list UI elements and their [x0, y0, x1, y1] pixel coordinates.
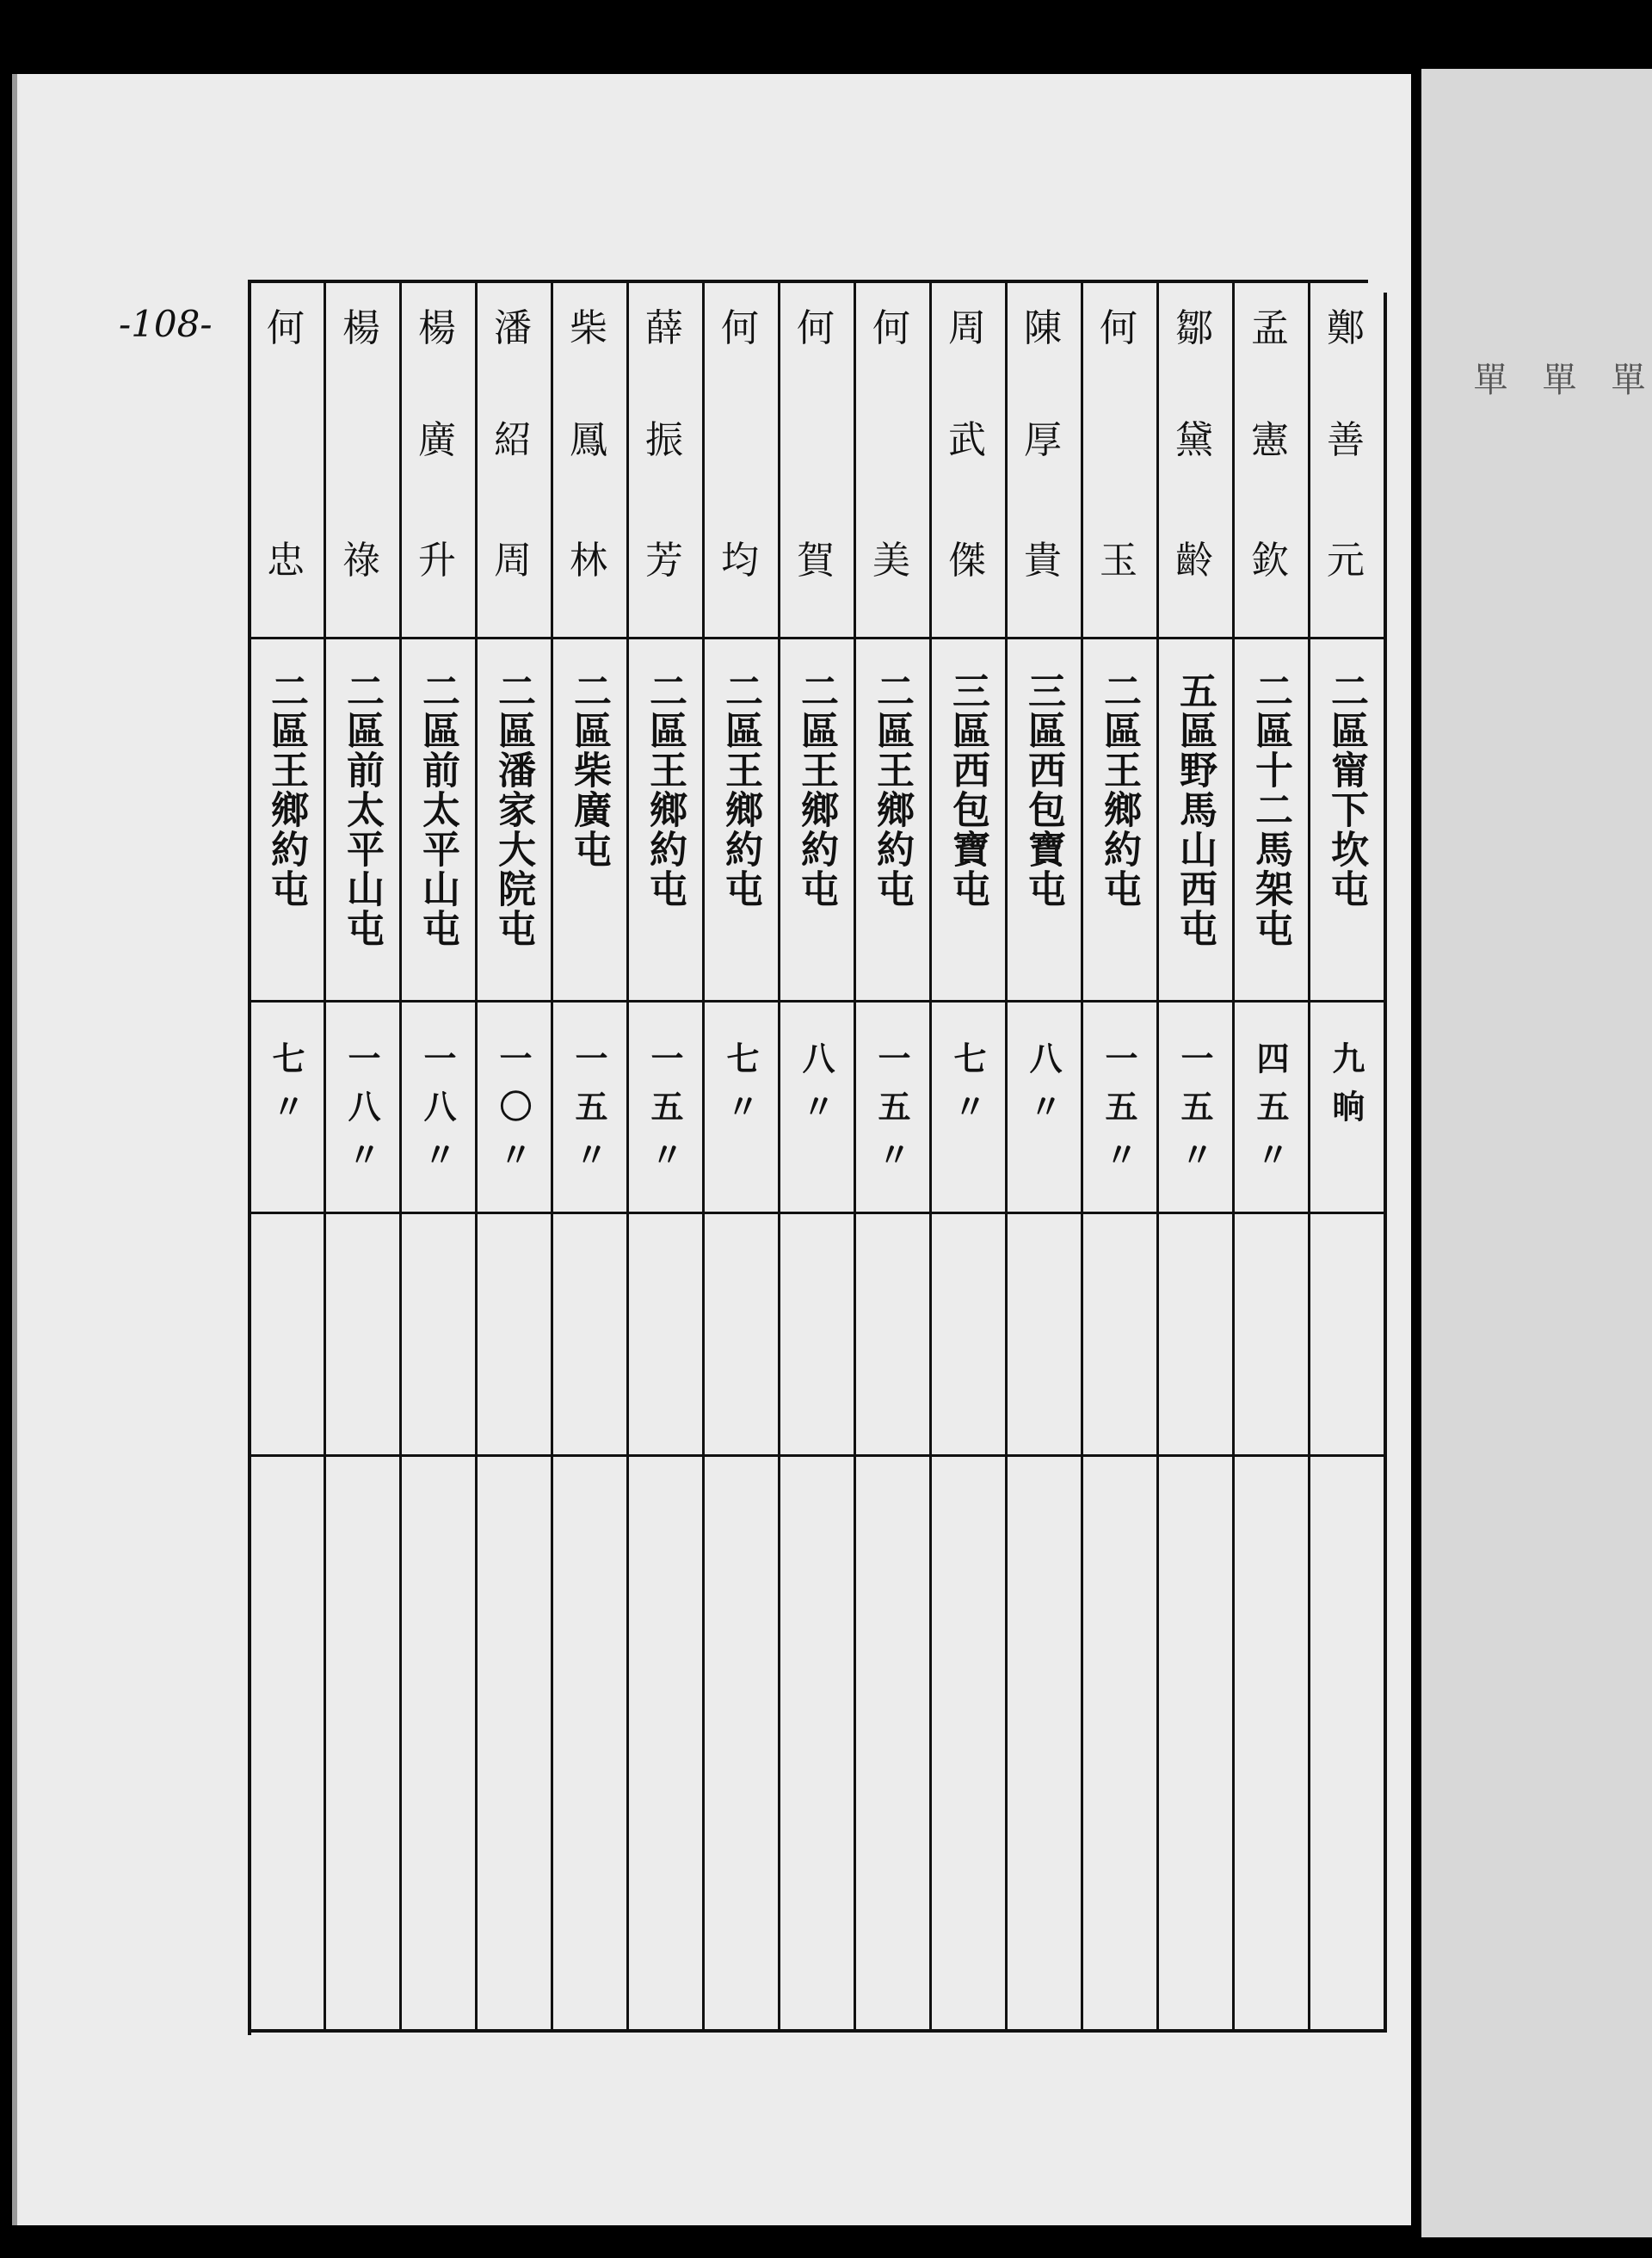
- area-cell: 八〃: [797, 1041, 835, 1138]
- column-divider: [248, 282, 250, 2031]
- address-cell: 二區王鄉約屯: [718, 671, 762, 909]
- name-char: 何: [1100, 306, 1137, 350]
- address-cell: 二區王鄉約屯: [1097, 671, 1141, 909]
- name-char: 黛: [1175, 418, 1213, 462]
- name-char: 振: [645, 418, 683, 462]
- name-char: 潘: [494, 306, 532, 350]
- name-char: 鄭: [1327, 306, 1365, 350]
- area-cell: 一〇〃: [494, 1041, 533, 1186]
- name-char: 孟: [1251, 306, 1289, 350]
- name-char: 紹: [494, 418, 532, 462]
- name-char: 林: [570, 539, 607, 583]
- name-char: 元: [1327, 539, 1365, 583]
- address-cell: 二區甯下坎屯: [1324, 671, 1368, 909]
- register-column: [400, 284, 474, 2029]
- column-divider: [1081, 282, 1083, 2031]
- column-divider: [854, 282, 856, 2031]
- name-char: 貴: [1024, 539, 1062, 583]
- register-column: [703, 284, 777, 2029]
- column-divider: [626, 282, 629, 2031]
- name-char: 楊: [342, 306, 380, 350]
- address-cell: 三區西包寶屯: [1021, 671, 1065, 909]
- name-char: 廣: [418, 418, 456, 462]
- name-char: 厚: [1024, 418, 1062, 462]
- address-cell: 二區前太平山屯: [416, 671, 459, 948]
- area-cell: 九晌: [1327, 1041, 1365, 1138]
- column-divider: [475, 282, 478, 2031]
- area-cell: 一五〃: [570, 1041, 608, 1186]
- name-char: 楊: [418, 306, 456, 350]
- register-column: [1157, 284, 1231, 2029]
- address-cell: 二區王鄉約屯: [264, 671, 308, 909]
- register-column: [779, 284, 853, 2029]
- name-char: 陳: [1024, 306, 1062, 350]
- address-cell: 五區野馬山西屯: [1173, 671, 1217, 948]
- column-divider: [702, 282, 705, 2031]
- column-divider: [399, 282, 402, 2031]
- table-border-right: [1384, 293, 1387, 2031]
- name-char: 鳳: [570, 418, 607, 462]
- name-char: 何: [267, 306, 305, 350]
- register-column: [249, 284, 323, 2029]
- adjacent-page-col: 單: [1537, 361, 1576, 396]
- name-char: 善: [1327, 418, 1365, 462]
- name-char: 美: [872, 539, 910, 583]
- name-char: 何: [721, 306, 759, 350]
- register-column: [930, 284, 1004, 2029]
- name-char: 祿: [342, 539, 380, 583]
- address-cell: 二區王鄉約屯: [870, 671, 914, 909]
- area-cell: 七〃: [721, 1041, 760, 1138]
- name-char: 齡: [1175, 539, 1213, 583]
- column-divider: [1308, 282, 1310, 2031]
- name-char: 何: [872, 306, 910, 350]
- column-divider: [778, 282, 780, 2031]
- adjacent-page-col: 單: [1606, 361, 1645, 396]
- table-border-top: [250, 280, 1368, 283]
- area-cell: 一五〃: [1100, 1041, 1138, 1186]
- name-char: 武: [948, 418, 986, 462]
- name-char: 忠: [267, 539, 305, 583]
- name-char: 憲: [1251, 418, 1289, 462]
- address-cell: 二區王鄉約屯: [794, 671, 838, 909]
- register-column: [1309, 284, 1383, 2029]
- address-cell: 二區潘家大院屯: [491, 671, 535, 948]
- area-cell: 一八〃: [418, 1041, 457, 1186]
- name-char: 欽: [1251, 539, 1289, 583]
- name-char: 柴: [570, 306, 607, 350]
- register-column: [552, 284, 626, 2029]
- name-char: 周: [494, 539, 532, 583]
- name-char: 升: [418, 539, 456, 583]
- register-column: [324, 284, 398, 2029]
- column-divider: [1156, 282, 1159, 2031]
- area-cell: 四五〃: [1251, 1041, 1290, 1186]
- column-divider: [1232, 282, 1235, 2031]
- adjacent-page: [1421, 69, 1652, 2237]
- register-column: [1233, 284, 1307, 2029]
- page-number: -108-: [119, 303, 213, 345]
- register-column: [854, 284, 928, 2029]
- name-char: 周: [948, 306, 986, 350]
- table-border-bottom: [251, 2029, 1387, 2033]
- column-divider: [324, 282, 326, 2031]
- name-char: 均: [721, 539, 759, 583]
- address-cell: 二區十二馬架屯: [1248, 671, 1292, 948]
- area-cell: 一五〃: [1175, 1041, 1214, 1186]
- column-divider: [1005, 282, 1008, 2031]
- name-char: 薛: [645, 306, 683, 350]
- area-cell: 七〃: [267, 1041, 305, 1138]
- column-divider: [929, 282, 932, 2031]
- adjacent-page-col: 單: [1468, 361, 1507, 396]
- register-column: [627, 284, 701, 2029]
- address-cell: 三區西包寶屯: [946, 671, 989, 909]
- name-char: 鄒: [1175, 306, 1213, 350]
- register-column: [476, 284, 550, 2029]
- address-cell: 二區王鄉約屯: [643, 671, 687, 909]
- area-cell: 八〃: [1024, 1041, 1063, 1138]
- register-column: [1006, 284, 1080, 2029]
- name-char: 芳: [645, 539, 683, 583]
- address-cell: 二區柴廣屯: [567, 671, 611, 869]
- address-cell: 二區前太平山屯: [340, 671, 384, 948]
- name-char: 傑: [948, 539, 986, 583]
- area-cell: 七〃: [948, 1041, 987, 1138]
- area-cell: 一八〃: [342, 1041, 381, 1186]
- name-char: 何: [797, 306, 835, 350]
- area-cell: 一五〃: [872, 1041, 911, 1186]
- name-char: 玉: [1100, 539, 1137, 583]
- column-divider: [551, 282, 553, 2031]
- name-char: 賀: [797, 539, 835, 583]
- area-cell: 一五〃: [645, 1041, 684, 1186]
- register-column: [1082, 284, 1156, 2029]
